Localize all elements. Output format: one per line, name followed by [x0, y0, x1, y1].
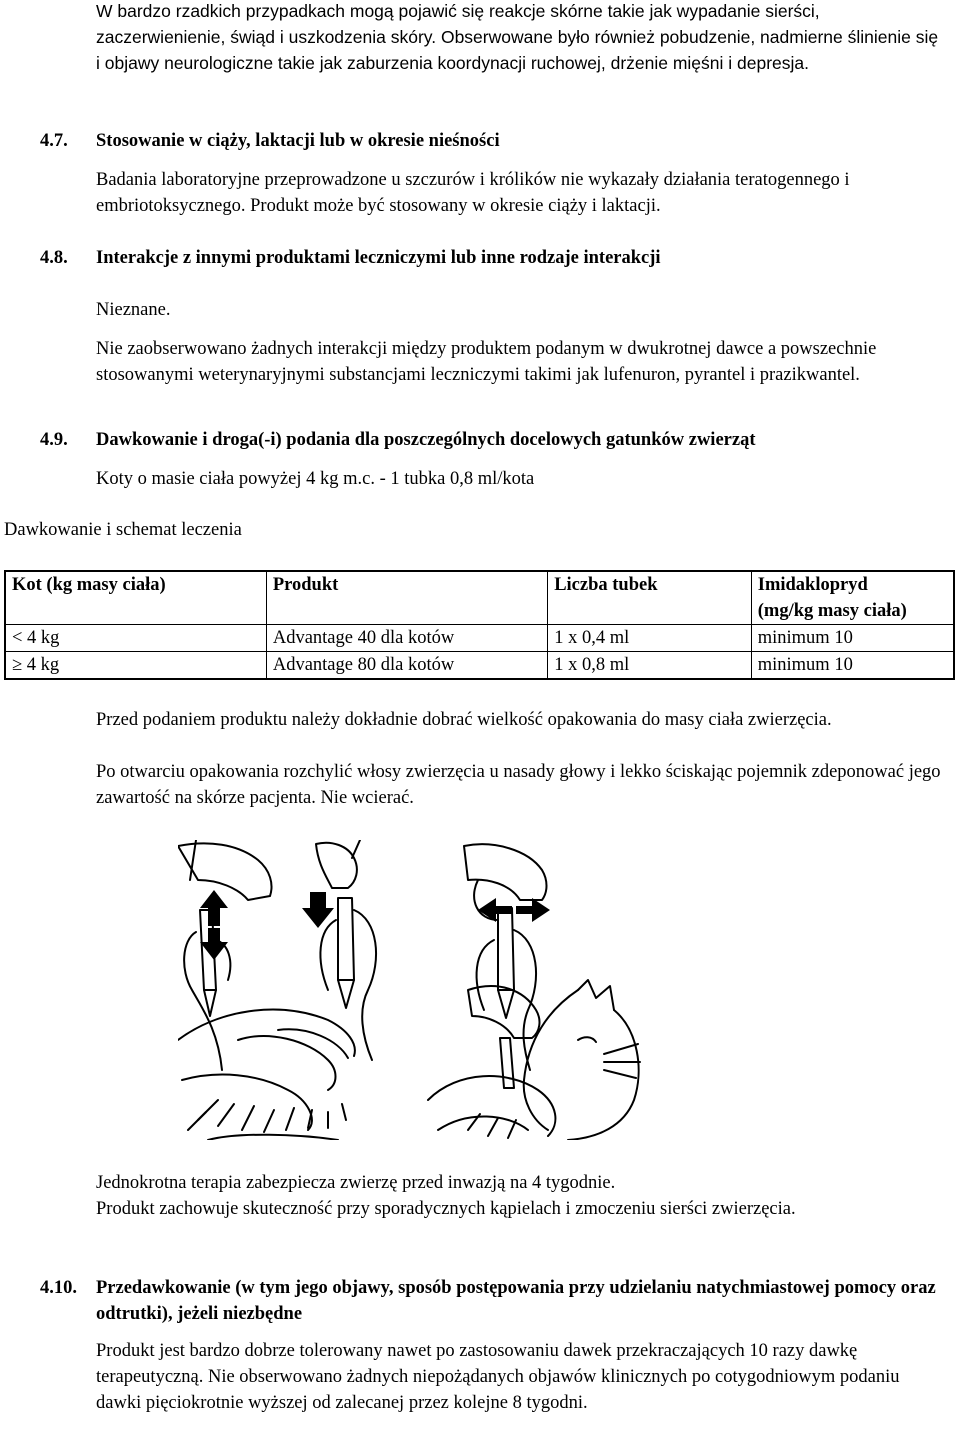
table-row [5, 625, 954, 652]
section-title: Dawkowanie i droga(-i) podania dla poszczególnych docelowych gatunków zwierząt [96, 430, 756, 450]
after-illustration-paragraph-2: Produkt zachowuje skuteczność przy sporadycznych kąpielach i zmoczeniu sierści zwierzęcia. [96, 1199, 796, 1219]
table-header-cell: Kot (kg masy ciała) [5, 571, 266, 625]
section-number: 4.8. [40, 248, 68, 268]
header-line: Imidaklopryd [757, 575, 868, 595]
table-cell: 1 x 0,4 ml [548, 625, 752, 652]
arrow-down-icon [302, 892, 334, 928]
section-4-7-body: Badania laboratoryjne przeprowadzone u szczurów i królików nie wykazały działania teratogennego i embriotoksycznego. Produkt może być stosowany w okresie ciąży i laktacji. [96, 170, 850, 216]
table-cell: minimum 10 [751, 652, 954, 680]
section-number: 4.9. [40, 430, 68, 450]
section-number: 4.10. [40, 1278, 77, 1298]
table-header-row [5, 571, 954, 625]
section-number: 4.7. [40, 131, 68, 151]
table-cell: Advantage 80 dla kotów [266, 652, 547, 680]
instructions-paragraph-1: Przed podaniem produktu należy dokładnie dobrać wielkość opakowania do masy ciała zwierzęcia. [96, 710, 832, 730]
step-4-drawing [178, 1010, 355, 1140]
instructions-paragraph-2: Po otwarciu opakowania rozchylić włosy zwierzęcia u nasady głowy i lekko ściskając pojemnik zdeponować jego zawartość na skórze pacjenta. Nie wcierać. [96, 762, 941, 808]
step-2-drawing [316, 840, 376, 1060]
section-title: Stosowanie w ciąży, laktacji lub w okresie nieśności [96, 131, 500, 151]
section-4-9-body: Koty o masie ciała powyżej 4 kg m.c. - 1 tubka 0,8 ml/kota [96, 469, 535, 489]
dose-table [4, 570, 955, 680]
section-4-8-body-1: Nieznane. [96, 300, 171, 320]
table-header-cell: Produkt [266, 571, 547, 625]
header-line: (mg/kg masy ciała) [757, 601, 907, 621]
section-title: Interakcje z innymi produktami leczniczymi lub inne rodzaje interakcji [96, 248, 661, 268]
table-cell: Advantage 40 dla kotów [266, 625, 547, 652]
schedule-label: Dawkowanie i schemat leczenia [4, 520, 242, 540]
table-cell: < 4 kg [5, 625, 266, 652]
table-cell: minimum 10 [751, 625, 954, 652]
section-4-10-body: Produkt jest bardzo dobrze tolerowany nawet po zastosowaniu dawek przekraczających 10 razy dawkę terapeutyczną. Nie obserwowano żadnych niepożądanych objawów klinicznych po cotygodniowym podaniu dawki pięciokrotnie wyższej od zalecanej przez kolejne 8 tygodni. [96, 1341, 900, 1413]
application-steps-illustration [178, 840, 768, 1140]
table-header-cell [751, 571, 954, 625]
table-header-cell: Liczba tubek [548, 571, 752, 625]
intro-paragraph: W bardzo rzadkich przypadkach mogą pojawić się reakcje skórne takie jak wypadanie sierści, zaczerwienienie, świąd i uszkodzenia skóry. Obserwowane było również pobudzenie, nadmierne ślinienie się i objawy neurologiczne takie jak zaburzenia koordynacji ruchowej, drżenie mięśni i depresja. [96, 1, 939, 73]
arrow-up-down-icon [200, 890, 228, 960]
after-illustration-paragraph-1: Jednokrotna terapia zabezpiecza zwierzę przed inwazją na 4 tygodnie. [96, 1173, 616, 1193]
section-title: Przedawkowanie (w tym jego objawy, sposób postępowania przy udzielaniu natychmiastowej pomocy oraz odtrutki), jeżeli niezbędne [96, 1278, 936, 1324]
section-4-8-body-2: Nie zaobserwowano żadnych interakcji między produktem podanym w dwukrotnej dawce a powszechnie stosowanymi weterynaryjnymi substancjami leczniczymi takimi jak lufenuron, pyrantel i prazikwantel. [96, 339, 877, 385]
step-5-drawing [428, 980, 640, 1140]
table-cell: 1 x 0,8 ml [548, 652, 752, 680]
table-row [5, 652, 954, 680]
table-cell: ≥ 4 kg [5, 652, 266, 680]
